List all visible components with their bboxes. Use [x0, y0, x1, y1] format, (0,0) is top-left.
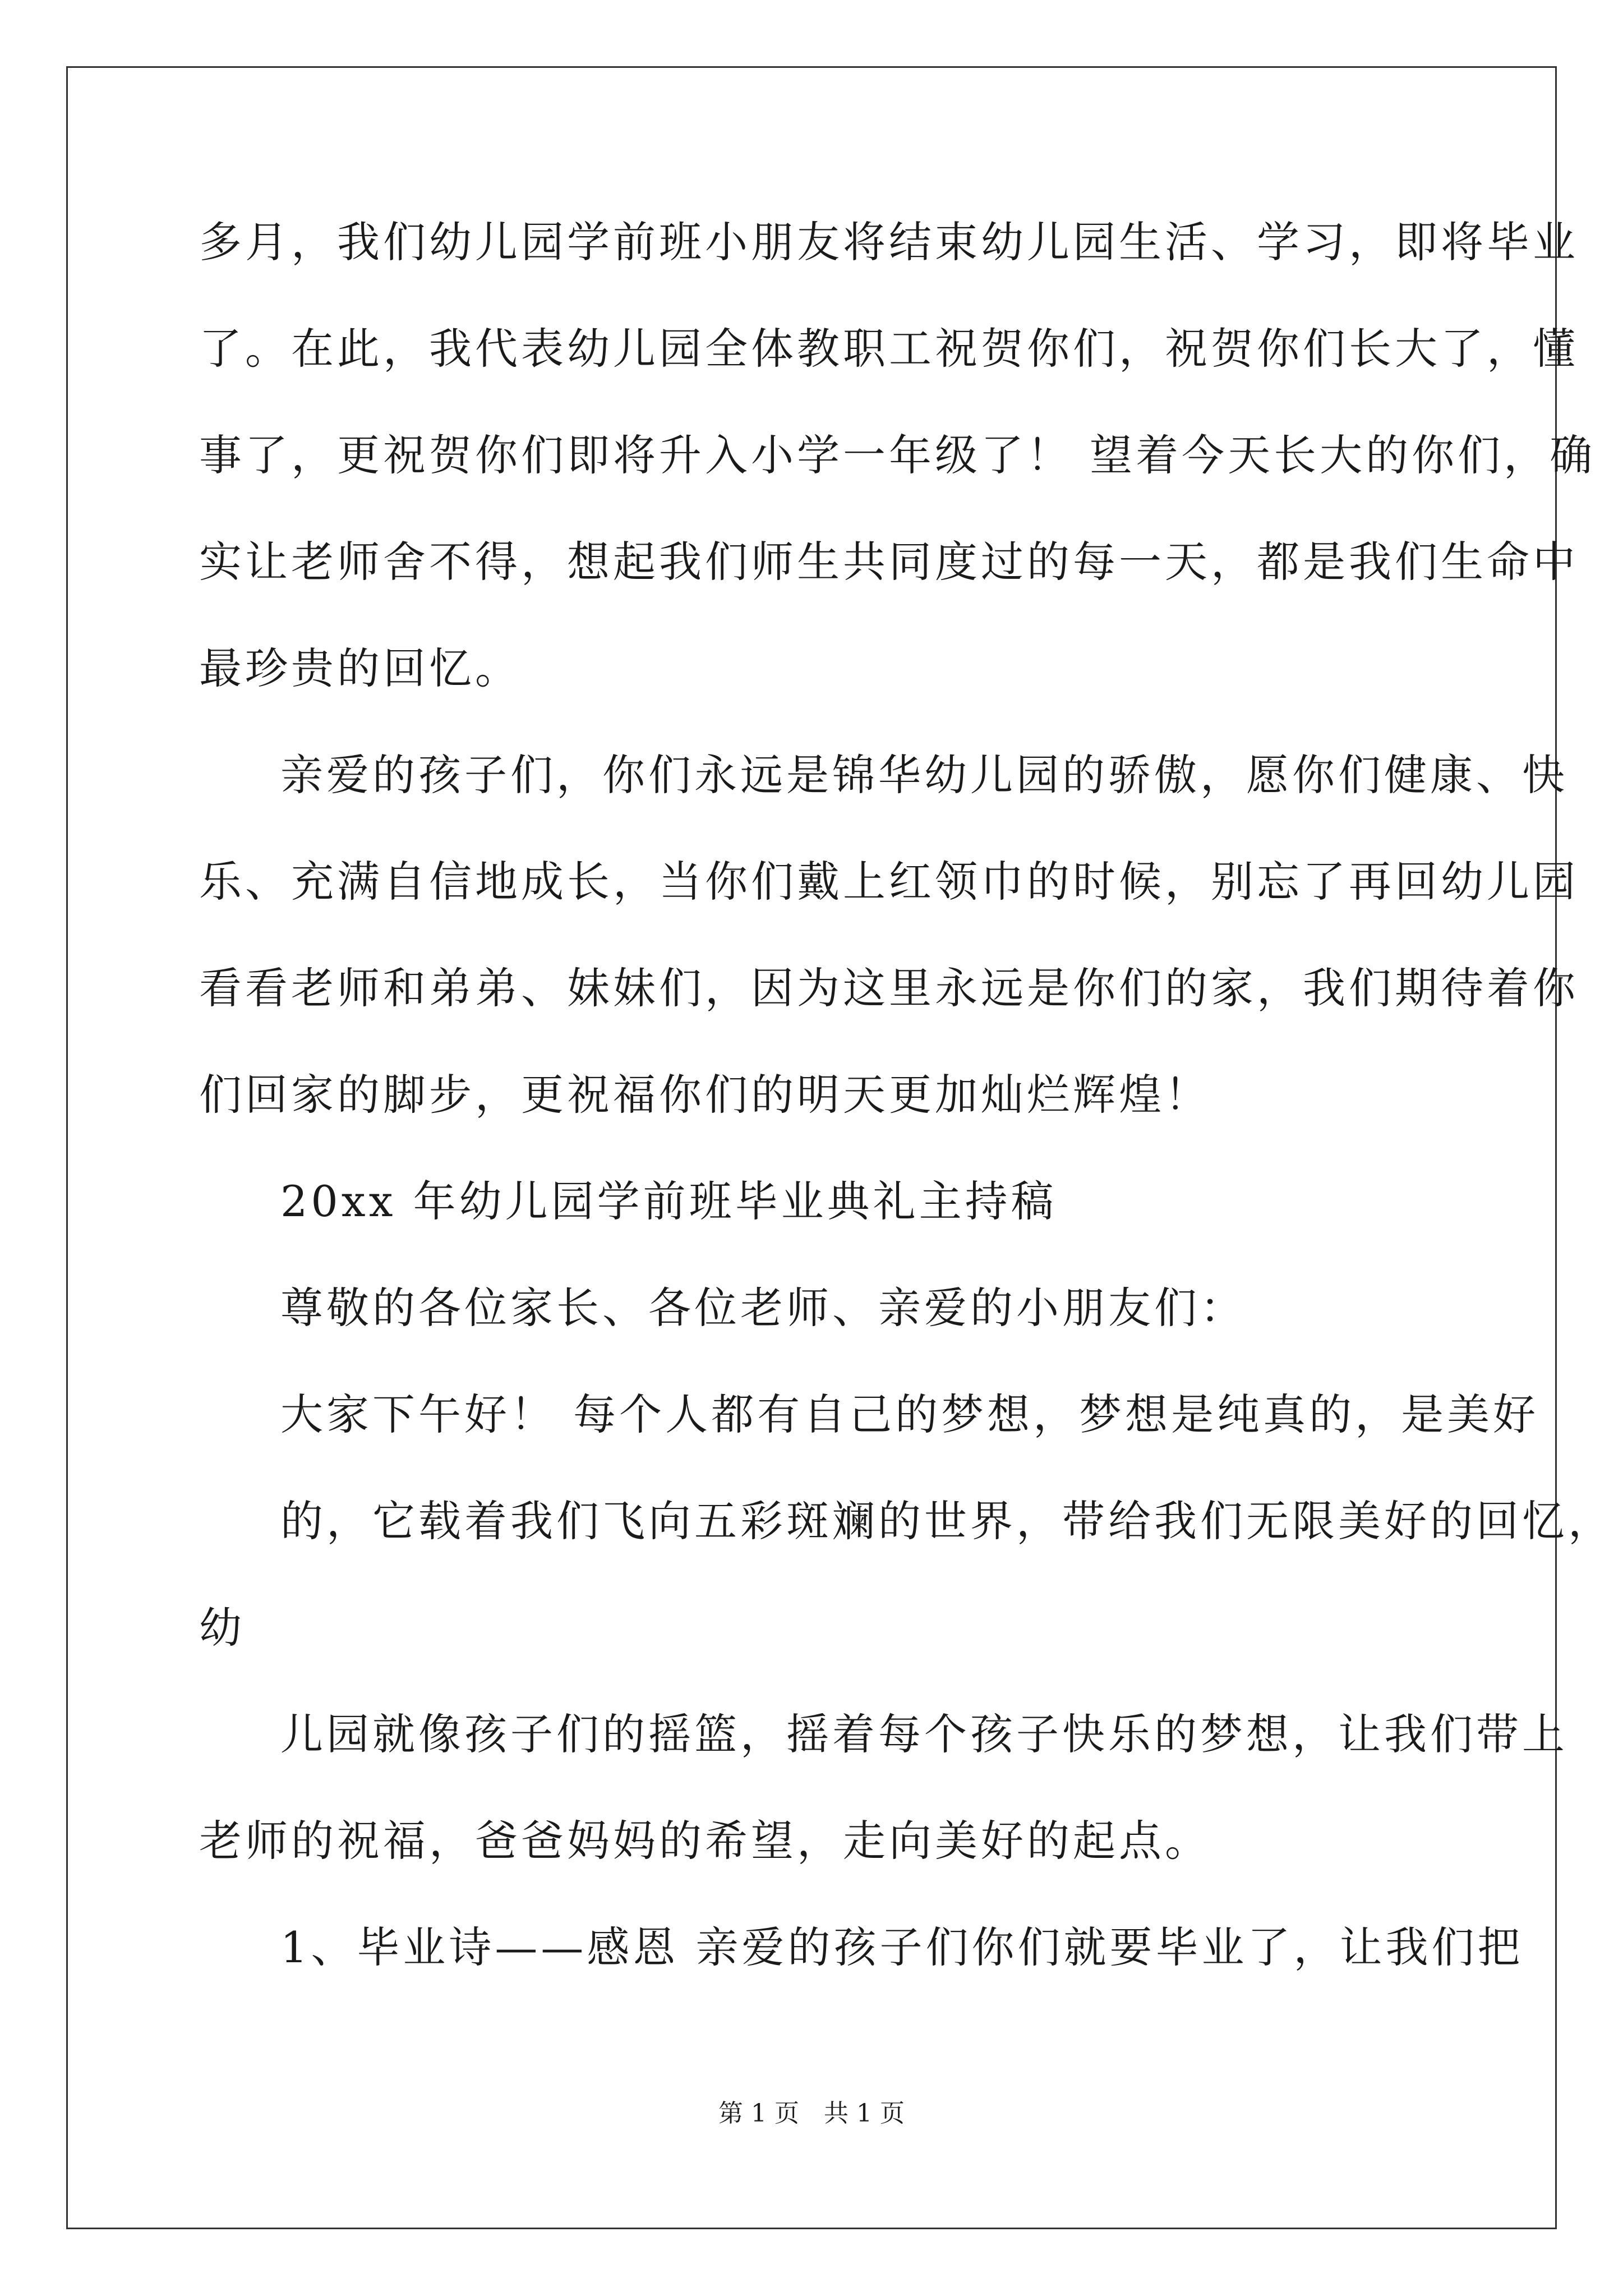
text-line: 看看老师和弟弟、妹妹们，因为这里永远是你们的家，我们期待着你 [199, 963, 1579, 1013]
text-line: 了。在此，我代表幼儿园全体教职工祝贺你们，祝贺你们长大了，懂 [199, 324, 1579, 374]
text-line: 老师的祝福，爸爸妈妈的希望，走向美好的起点。 [199, 1816, 1211, 1866]
section-heading: 20xx 年幼儿园学前班毕业典礼主持稿 [280, 1176, 1057, 1226]
salutation-line: 尊敬的各位家长、各位老师、亲爱的小朋友们： [280, 1283, 1246, 1333]
text-line: 幼 [199, 1603, 245, 1653]
text-line: 实让老师舍不得，想起我们师生共同度过的每一天，都是我们生命中 [199, 537, 1579, 587]
text-line: 们回家的脚步，更祝福你们的明天更加灿烂辉煌！ [199, 1070, 1211, 1120]
text-line: 事了，更祝贺你们即将升入小学一年级了！ 望着今天长大的你们，确 [199, 430, 1596, 480]
text-line: 最珍贵的回忆。 [199, 643, 521, 693]
text-line: 多月，我们幼儿园学前班小朋友将结束幼儿园生活、学习，即将毕业 [199, 217, 1579, 267]
text-line: 的，它载着我们飞向五彩斑斓的世界，带给我们无限美好的回忆， [280, 1496, 1614, 1546]
paragraph-first-line: 1、毕业诗——感恩 亲爱的孩子们你们就要毕业了，让我们把 [280, 1922, 1524, 1972]
paragraph-first-line: 儿园就像孩子们的摇篮，摇着每个孩子快乐的梦想，让我们带上 [280, 1709, 1568, 1759]
text-line: 乐、充满自信地成长，当你们戴上红领巾的时候，别忘了再回幼儿园 [199, 857, 1579, 907]
page-number-footer: 第 1 页 共 1 页 [718, 2099, 905, 2128]
paragraph-first-line: 大家下午好！ 每个人都有自己的梦想，梦想是纯真的，是美好 [280, 1389, 1539, 1439]
page-border [66, 66, 1557, 2229]
paragraph-first-line: 亲爱的孩子们，你们永远是锦华幼儿园的骄傲，愿你们健康、快 [280, 750, 1568, 800]
